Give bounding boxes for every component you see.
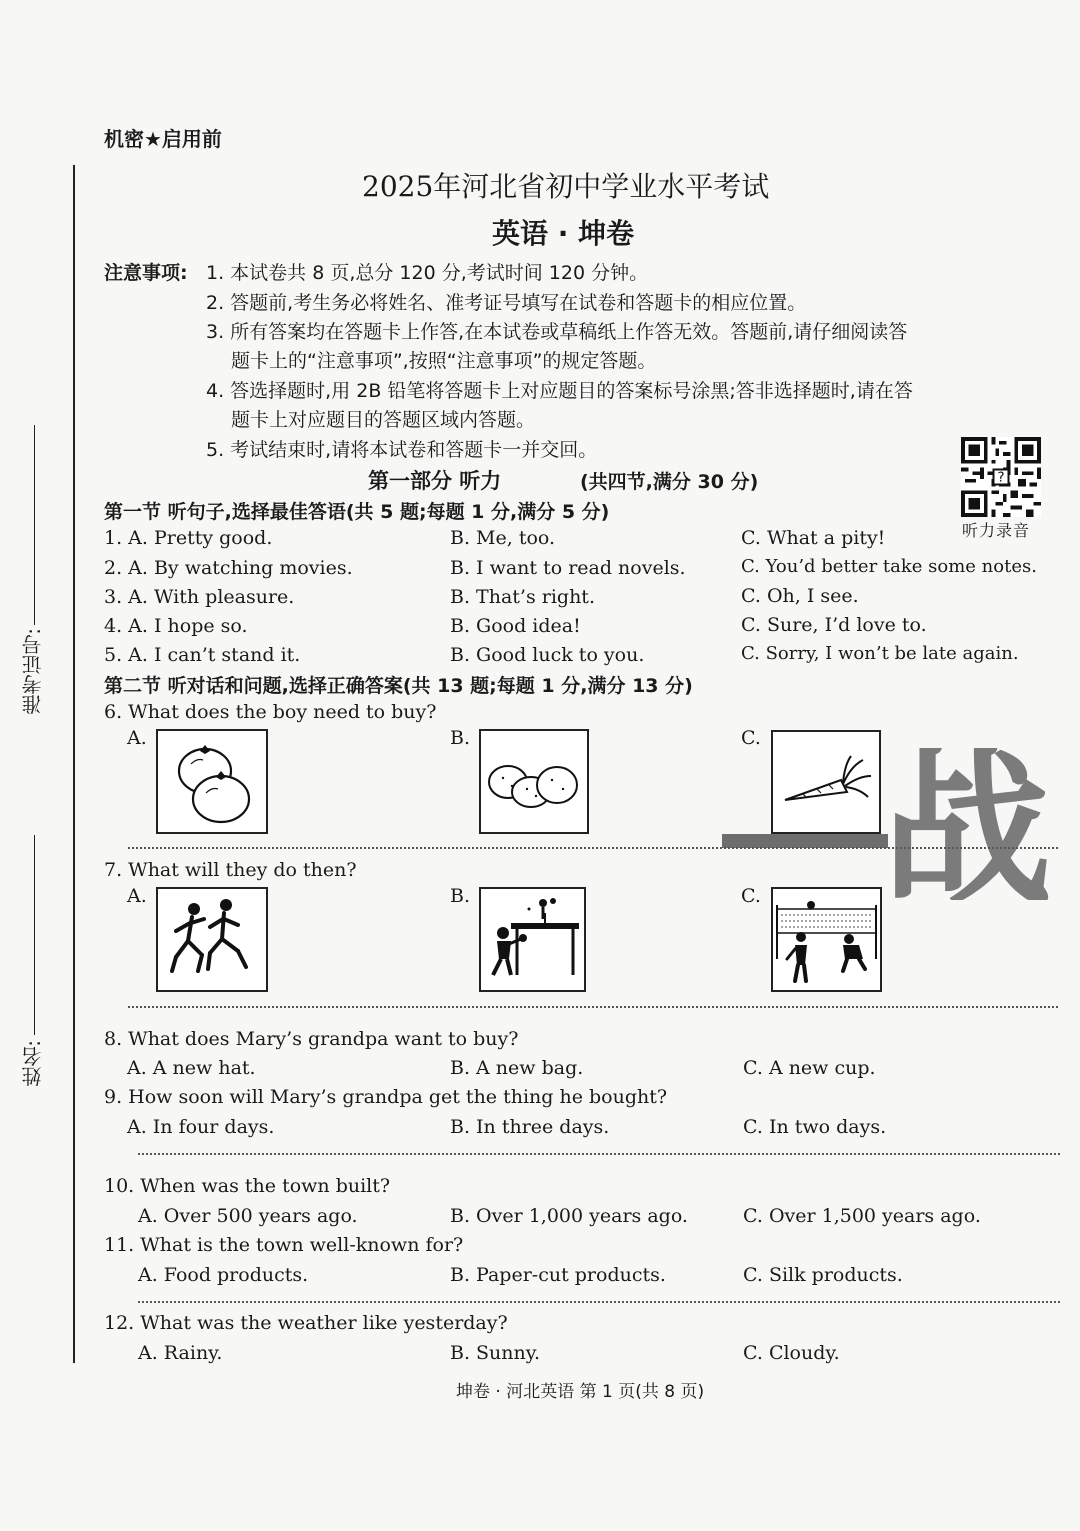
option-11c[interactable]: C. Silk products.: [743, 1264, 903, 1286]
option-11a[interactable]: A. Food products.: [138, 1264, 309, 1286]
section2-header: 第二节 听对话和问题,选择正确答案(共 13 题;每题 1 分,满分 13 分): [104, 675, 693, 697]
option-5a[interactable]: 5. A. I can’t stand it.: [104, 644, 301, 666]
part1-title: 第一部分 听力: [368, 469, 502, 493]
option-10c[interactable]: C. Over 1,500 years ago.: [743, 1205, 981, 1227]
option-4b[interactable]: B. Good idea!: [450, 615, 581, 637]
option-12b[interactable]: B. Sunny.: [450, 1342, 541, 1364]
note-item: 5. 考试结束时,请将本试卷和答题卡一并交回。: [206, 439, 598, 461]
option-1c[interactable]: C. What a pity!: [741, 527, 886, 549]
option-6b-label[interactable]: B.: [450, 727, 471, 749]
option-7c-label[interactable]: C.: [741, 885, 761, 907]
option-3a[interactable]: 3. A. With pleasure.: [104, 586, 295, 608]
note-item: 3. 所有答案均在答题卡上作答,在本试卷或草稿纸上作答无效。答题前,请仔细阅读答: [206, 321, 908, 343]
option-7a-label[interactable]: A.: [127, 885, 147, 907]
option-7b-label[interactable]: B.: [450, 885, 471, 907]
option-9a[interactable]: A. In four days.: [127, 1116, 275, 1138]
svg-text:战: 战: [882, 748, 1053, 900]
binding-line: [73, 165, 75, 1363]
option-4a[interactable]: 4. A. I hope so.: [104, 615, 248, 637]
divider-dotted: [128, 1006, 1058, 1008]
svg-text:?: ?: [997, 470, 1005, 486]
option-1a[interactable]: 1. A. Pretty good.: [104, 527, 273, 549]
divider-dotted: [128, 847, 1058, 849]
divider-dotted: [138, 1301, 1060, 1303]
question-7: 7. What will they do then?: [104, 859, 357, 881]
name-underline: [34, 835, 35, 1035]
note-item: 4. 答选择题时,用 2B 铅笔将答题卡上对应题目的答案标号涂黑;答非选择题时,请在答: [206, 380, 913, 402]
option-8a[interactable]: A. A new hat.: [127, 1057, 256, 1079]
question-11: 11. What is the town well-known for?: [104, 1234, 464, 1256]
option-1b[interactable]: B. Me, too.: [450, 527, 556, 549]
option-4c[interactable]: C. Sure, I’d love to.: [741, 614, 927, 636]
question-10: 10. When was the town built?: [104, 1175, 391, 1197]
option-5c[interactable]: C. Sorry, I won’t be late again.: [741, 643, 1019, 664]
option-6a-label[interactable]: A.: [127, 727, 147, 749]
option-5b[interactable]: B. Good luck to you.: [450, 644, 645, 666]
potatoes-image[interactable]: [479, 729, 589, 834]
option-2c[interactable]: C. You’d better take some notes.: [741, 556, 1037, 577]
question-6: 6. What does the boy need to buy?: [104, 701, 437, 723]
option-2a[interactable]: 2. A. By watching movies.: [104, 557, 353, 579]
divider-dotted: [138, 1153, 1060, 1155]
exam-subtitle: 英语 · 坤卷: [492, 217, 635, 250]
option-3b[interactable]: B. That’s right.: [450, 586, 595, 608]
section1-header: 第一节 听句子,选择最佳答语(共 5 题;每题 1 分,满分 5 分): [104, 501, 610, 523]
name-label: 姓名:: [21, 1040, 45, 1087]
option-9c[interactable]: C. In two days.: [743, 1116, 887, 1138]
note-item: 题卡上的“注意事项”,按照“注意事项”的规定答题。: [231, 350, 657, 372]
option-8b[interactable]: B. A new bag.: [450, 1057, 584, 1079]
option-11b[interactable]: B. Paper-cut products.: [450, 1264, 666, 1286]
qr-code-icon[interactable]: [961, 437, 1041, 517]
note-item: 2. 答题前,考生务必将姓名、准考证号填写在试卷和答题卡的相应位置。: [206, 292, 807, 314]
option-10b[interactable]: B. Over 1,000 years ago.: [450, 1205, 688, 1227]
option-10a[interactable]: A. Over 500 years ago.: [138, 1205, 358, 1227]
page-footer: 坤卷 · 河北英语 第 1 页(共 8 页): [456, 1382, 705, 1402]
tomatoes-image[interactable]: [156, 729, 268, 834]
exam-no-underline: [34, 425, 35, 625]
running-image[interactable]: [156, 887, 268, 992]
confidential-mark: 机密★启用前: [104, 127, 222, 151]
exam-no-label: 准考证号:: [21, 628, 45, 715]
option-12c[interactable]: C. Cloudy.: [743, 1342, 840, 1364]
watermark-stamp: [722, 748, 1062, 900]
option-9b[interactable]: B. In three days.: [450, 1116, 610, 1138]
notes-label: 注意事项:: [104, 262, 188, 284]
volleyball-image[interactable]: [771, 887, 882, 992]
table-tennis-image[interactable]: [479, 887, 586, 992]
option-12a[interactable]: A. Rainy.: [138, 1342, 223, 1364]
question-12: 12. What was the weather like yesterday?: [104, 1312, 508, 1334]
question-8: 8. What does Mary’s grandpa want to buy?: [104, 1028, 519, 1050]
option-6c-label[interactable]: C.: [741, 727, 761, 749]
option-2b[interactable]: B. I want to read novels.: [450, 557, 686, 579]
question-9: 9. How soon will Mary’s grandpa get the thing he bought?: [104, 1086, 668, 1108]
exam-title: 2025年河北省初中学业水平考试: [362, 170, 770, 203]
qr-label: 听力录音: [962, 521, 1031, 540]
option-8c[interactable]: C. A new cup.: [743, 1057, 876, 1079]
note-item: 题卡上对应题目的答题区域内答题。: [231, 409, 536, 431]
part1-subtitle: (共四节,满分 30 分): [580, 471, 759, 493]
note-item: 1. 本试卷共 8 页,总分 120 分,考试时间 120 分钟。: [206, 262, 649, 284]
option-3c[interactable]: C. Oh, I see.: [741, 585, 859, 607]
